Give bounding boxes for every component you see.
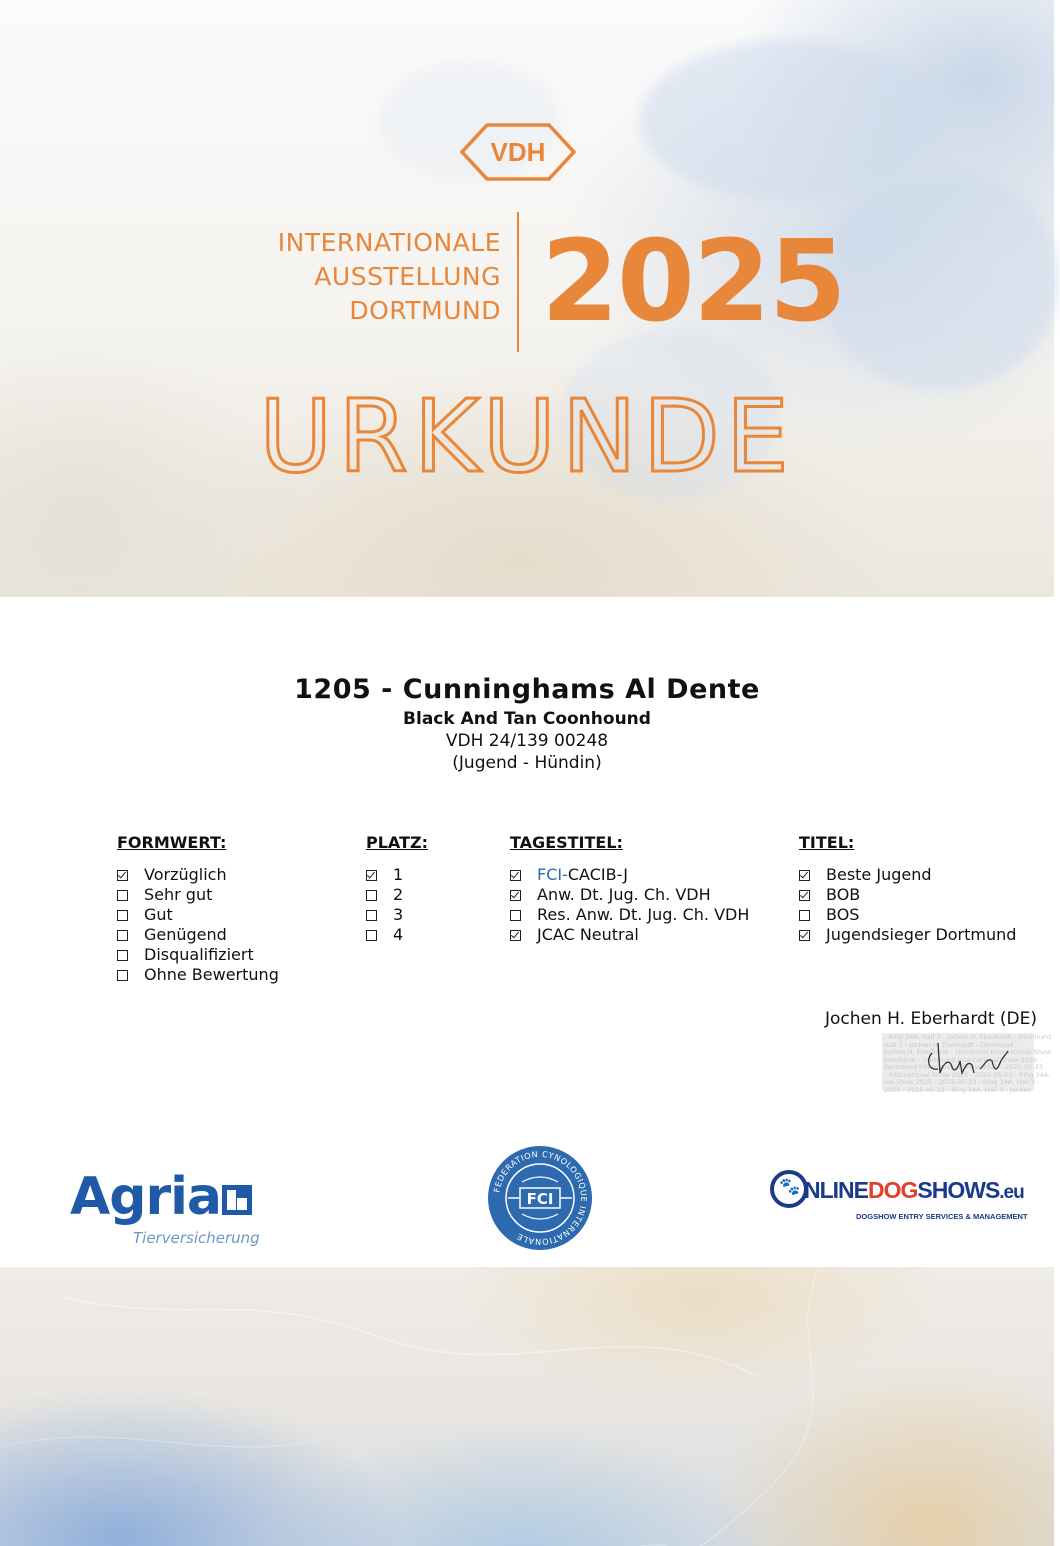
tagestitel-label: CACIB-J [567,865,628,884]
checkbox [510,890,521,901]
signature-watermark-line: Hall 3 - Jochen H. Eberhardt - Dortmund - [884,1040,1018,1049]
formwert-label: Ohne Bewertung [144,965,279,984]
tagestitel-label: Anw. Dt. Jug. Ch. VDH [537,885,711,904]
signature-watermark-line: - Ring 34A, Hall 3 - Jochen H. Eberhardt - Dortmund [884,1033,1052,1041]
event-line-2: AUSSTELLUNG [314,262,501,291]
paw-icon: 🐾 [779,1177,801,1197]
platz-item [366,865,428,885]
signature-watermark-line: - International Show 2025 - 2025-05-23 - Ring 34A, [884,1070,1051,1079]
tagestitel-column [510,833,749,945]
checkbox [117,870,128,881]
tagestitel-item [510,925,749,945]
marble-veins [0,1267,1054,1546]
checkbox [366,930,377,941]
fci-ring-textpath: FEDERATION CYNOLOGIQUE INTERNATIONALE [491,1148,590,1248]
platz-column [366,833,428,945]
dog-class: (Jugend - Hündin) [452,753,602,773]
titel-label: BOS [826,905,860,924]
ods-tagline: DOGSHOW ENTRY SERVICES & MANAGEMENT [856,1212,1028,1221]
document-title [0,378,1054,495]
vdh-logo [459,121,577,183]
signature-watermark-line: Eberhardt - Dortmund International Show 2025 - [884,1055,1042,1064]
titel-item [799,925,1016,945]
map-shape [640,40,940,200]
signature-watermark-line: Jochen H. Eberhardt - Dortmund International Show [884,1048,1052,1056]
formwert-label: Disqualifiziert [144,945,254,964]
event-line-1: INTERNATIONALE [277,228,501,257]
fci-prefix: FCI- [537,865,568,884]
titel-label: Jugendsieger Dortmund [826,925,1017,944]
titel-label: Beste Jugend [826,865,932,884]
titel-item [799,905,1016,925]
platz-label: 1 [393,865,404,884]
judge-name: Jochen H. Eberhardt (DE) [825,1009,1037,1029]
checkbox [799,870,810,881]
agria-mark-icon [222,1185,252,1215]
checkbox [510,870,521,881]
platz-label: 3 [393,905,404,924]
titel-item [799,865,1016,885]
formwert-item [117,865,279,885]
platz-label: 2 [393,885,404,904]
agria-wordmark: Agria [70,1167,222,1227]
ods-tld: .eu [999,1182,1024,1203]
footer-banner [0,1267,1054,1546]
tagestitel-item [510,905,749,925]
ods-wordmark [804,1176,1024,1207]
platz-item [366,905,428,925]
dog-title: 1205 - Cunninghams Al Dente [294,674,760,705]
checkbox [799,910,810,921]
ods-shows: SHOWS [917,1177,1000,1203]
divider [517,212,519,352]
tagestitel-item [510,885,749,905]
checkbox [799,930,810,941]
fci-short-text: FCI [526,1190,554,1208]
formwert-label: Gut [144,905,173,924]
checkbox [117,950,128,961]
titel-item [799,885,1016,905]
dog-info [0,672,1054,774]
fci-logo [486,1144,594,1252]
formwert-item [117,925,279,945]
dog-registration: VDH 24/139 00248 [445,731,609,751]
titel-column [799,833,1016,945]
formwert-label: Sehr gut [144,885,213,904]
tagestitel-heading: TAGESTITEL: [510,833,623,852]
checkbox [366,910,377,921]
document-title-text: URKUNDE [259,378,795,495]
checkbox [117,930,128,941]
checkbox [117,970,128,981]
tagestitel-label: Res. Anw. Dt. Jug. Ch. VDH [537,905,750,924]
platz-label: 4 [393,925,404,944]
tagestitel-label: JCAC Neutral [537,925,639,944]
checkbox [117,890,128,901]
agria-logo [70,1165,260,1255]
titel-label: BOB [826,885,861,904]
onlinedogshows-logo [770,1170,1028,1226]
checkbox [510,910,521,921]
platz-item [366,885,428,905]
titel-heading: TITEL: [799,833,855,852]
vdh-logo-text: VDH [490,137,546,167]
formwert-column [117,833,279,985]
tagestitel-item [510,865,749,885]
checkbox [510,930,521,941]
checkbox [117,910,128,921]
checkbox [366,890,377,901]
checkbox [799,890,810,901]
dog-breed: Black And Tan Coonhound [403,709,651,729]
map-shape [820,170,1060,390]
formwert-label: Genügend [144,925,227,944]
event-line-3: DORTMUND [349,296,501,325]
formwert-heading: FORMWERT: [117,833,227,852]
event-name [278,226,501,328]
formwert-item [117,905,279,925]
platz-item [366,925,428,945]
formwert-label: Vorzüglich [144,865,227,884]
formwert-item [117,965,279,985]
formwert-item [117,885,279,905]
formwert-item [117,945,279,965]
agria-tagline: Tierversicherung [133,1229,260,1247]
header-banner [0,0,1054,597]
event-year: 2025 [541,217,845,347]
checkbox [366,870,377,881]
ods-dog: DOG [868,1177,918,1203]
signature-watermark-line: Dortmund International Show 2025 - 2025-05-23 - [884,1063,1048,1071]
judge-signature [882,1033,1052,1094]
signature-scribble [922,1039,1022,1079]
signature-watermark-line: 2025 - 2025-05-23 - Ring 34A, Hall 3 - Jochen [884,1085,1032,1094]
platz-heading: PLATZ: [366,833,428,852]
ods-prefix: NLINE [804,1177,868,1203]
signature-watermark-line: nal Show 2025 - 2025-05-23 - Ring 34A, Hall 3 - [884,1078,1040,1086]
